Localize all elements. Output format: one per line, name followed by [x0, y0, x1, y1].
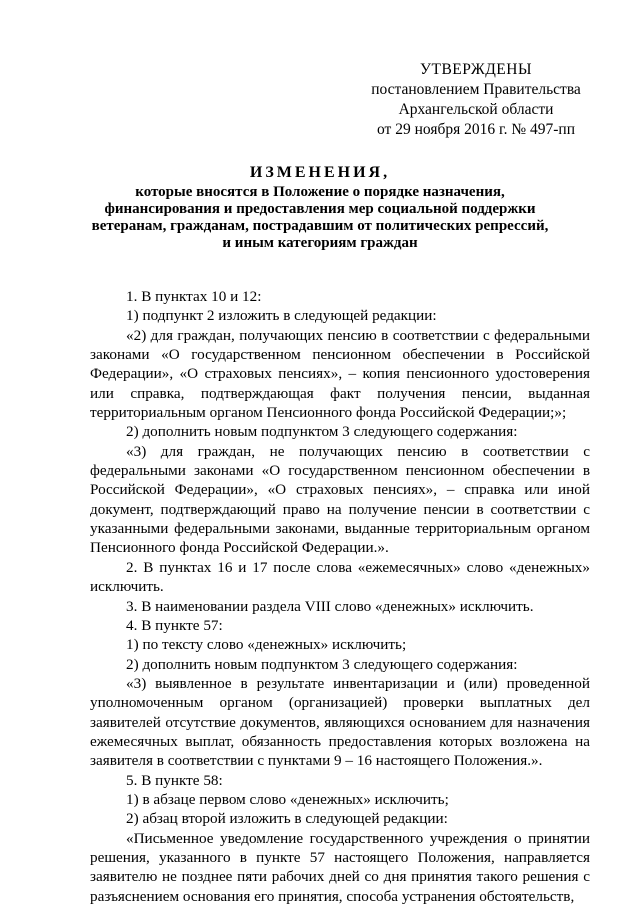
paragraph-1: 1. В пунктах 10 и 12: — [126, 288, 262, 305]
paragraph-13: 1) в абзаце первом слово «денежных» исключить; — [126, 790, 449, 808]
paragraph-11: «3) выявленное в результате инвентаризации и (или) проведенной уполномоченным органом (организацией) проверки выплатных дел заявителей отсутствие документов, являющихся основанием для назначения ежемесячных выплат, обязанность предоставления которых возложена на заявителя в соответствии с пунктами 9 – 16 настоящего Положения.». — [90, 674, 590, 770]
paragraph-5: «3) для граждан, не получающих пенсию в соответствии с федеральными законами «О государственном пенсионном обеспечении в Российской Федерации», «О страховых пенсиях», – справка или иной документ, подтверждающий право на получение пенсии в соответствии с указанными федеральными законами, выданные территориальным органом Пенсионного фонда Российской Федерации.». — [90, 442, 590, 557]
approval-block — [356, 60, 596, 140]
paragraph-6: 2. В пунктах 16 и 17 после слова «ежемесячных» слово «денежных» исключить. — [90, 558, 590, 596]
approval-heading: УТВЕРЖДЕНЫ — [420, 61, 532, 78]
approval-line-1: постановлением Правительства — [371, 81, 581, 98]
document-title — [0, 162, 640, 252]
title-line-2: финансирования и предоставления мер социальной поддержки — [104, 201, 536, 217]
title-line-3: ветеранам, гражданам, пострадавшим от политических репрессий, — [91, 218, 549, 234]
paragraph-15: «Письменное уведомление государственного учреждения о принятии решения, указанного в пункте 57 настоящего Положения, направляется заявителю не позднее пяти рабочих дней со дня принятия такого решения с разъяснением основания его принятия, способа устранения обстоятельств, — [90, 829, 590, 905]
title-line-4: и иным категориям граждан — [222, 235, 418, 251]
paragraph-14: 2) абзац второй изложить в следующей редакции: — [126, 810, 448, 828]
paragraph-3: «2) для граждан, получающих пенсию в соответствии с федеральными законами «О государственном пенсионном обеспечении в Российской Федерации», «О страховых пенсиях», – копия пенсионного удостоверения или справка, подтверждающая факт получения пенсии, выданная территориальным органом Пенсионного фонда Российской Федерации;»; — [90, 326, 590, 422]
approval-line-2: Архангельской области — [398, 101, 554, 118]
paragraph-4: 2) дополнить новым подпунктом 3 следующего содержания: — [126, 423, 518, 441]
paragraph-7: 3. В наименовании раздела VIII слово «денежных» исключить. — [126, 597, 534, 615]
paragraph-10: 2) дополнить новым подпунктом 3 следующего содержания: — [126, 655, 518, 673]
paragraph-8: 4. В пункте 57: — [126, 616, 223, 634]
title-line-1: которые вносятся в Положение о порядке назначения, — [135, 184, 505, 200]
paragraph-9: 1) по тексту слово «денежных» исключить; — [126, 636, 407, 654]
paragraph-2: 1) подпункт 2 изложить в следующей редакции: — [126, 307, 437, 325]
approval-line-3: от 29 ноября 2016 г. № 497-пп — [377, 121, 575, 138]
paragraph-12: 5. В пункте 58: — [126, 771, 223, 789]
title-main: ИЗМЕНЕНИЯ, — [249, 164, 391, 181]
document-body — [90, 287, 590, 906]
